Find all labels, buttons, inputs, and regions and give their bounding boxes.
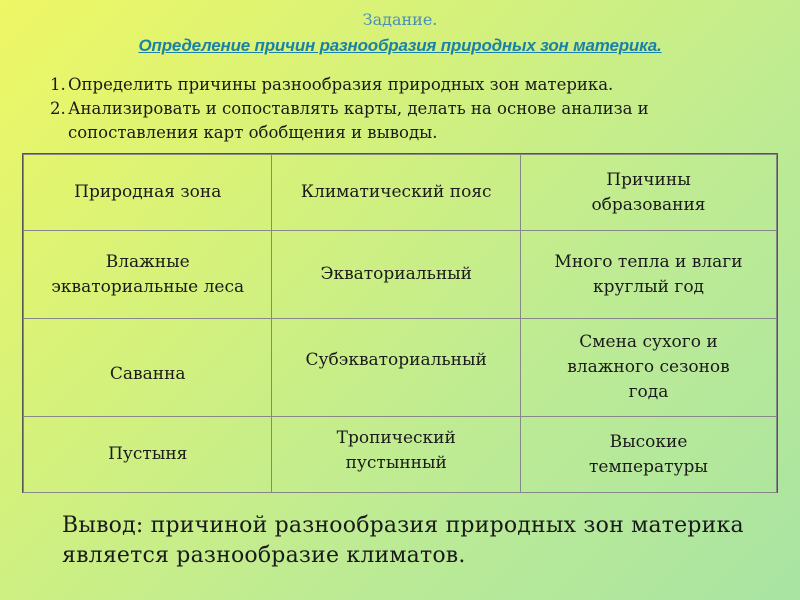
table-row <box>24 319 777 417</box>
task-label: Задание. <box>362 10 438 29</box>
task-item <box>50 73 780 97</box>
cell-belt: Тропический пустынный <box>272 417 520 493</box>
slide-title: Определение причин разнообразия природных зон материка. <box>138 36 662 55</box>
table-row <box>24 417 777 493</box>
cell-cause: Много тепла и влаги круглый год <box>520 231 776 319</box>
task-list <box>50 73 780 145</box>
task-item <box>50 97 780 145</box>
cell-belt: Экваториальный <box>272 231 520 319</box>
task-number: 1. <box>50 75 66 94</box>
cell-zone: Влажные экваториальные леса <box>24 231 272 319</box>
conclusion-text: Вывод: причиной разнообразия природных зон материка является разнообразие климатов. <box>62 513 744 568</box>
task-text: Анализировать и сопоставлять карты, делать на основе анализа и сопоставления карт обобщения и выводы. <box>68 99 649 142</box>
cell-belt: Субэкваториальный <box>272 319 520 417</box>
cell-zone: Саванна <box>24 319 272 417</box>
cell-cause: Высокие температуры <box>520 417 776 493</box>
cell-cause: Смена сухого и влажного сезонов года <box>520 319 776 417</box>
task-text: Определить причины разнообразия природных зон материка. <box>68 75 614 94</box>
header-climate-belt: Климатический пояс <box>272 155 520 231</box>
zones-table <box>22 153 778 493</box>
header-natural-zone: Природная зона <box>24 155 272 231</box>
table-row <box>24 231 777 319</box>
cell-zone: Пустыня <box>24 417 272 493</box>
header-formation-causes: Причины образования <box>520 155 776 231</box>
table-header-row <box>24 155 777 231</box>
task-number: 2. <box>50 99 66 118</box>
